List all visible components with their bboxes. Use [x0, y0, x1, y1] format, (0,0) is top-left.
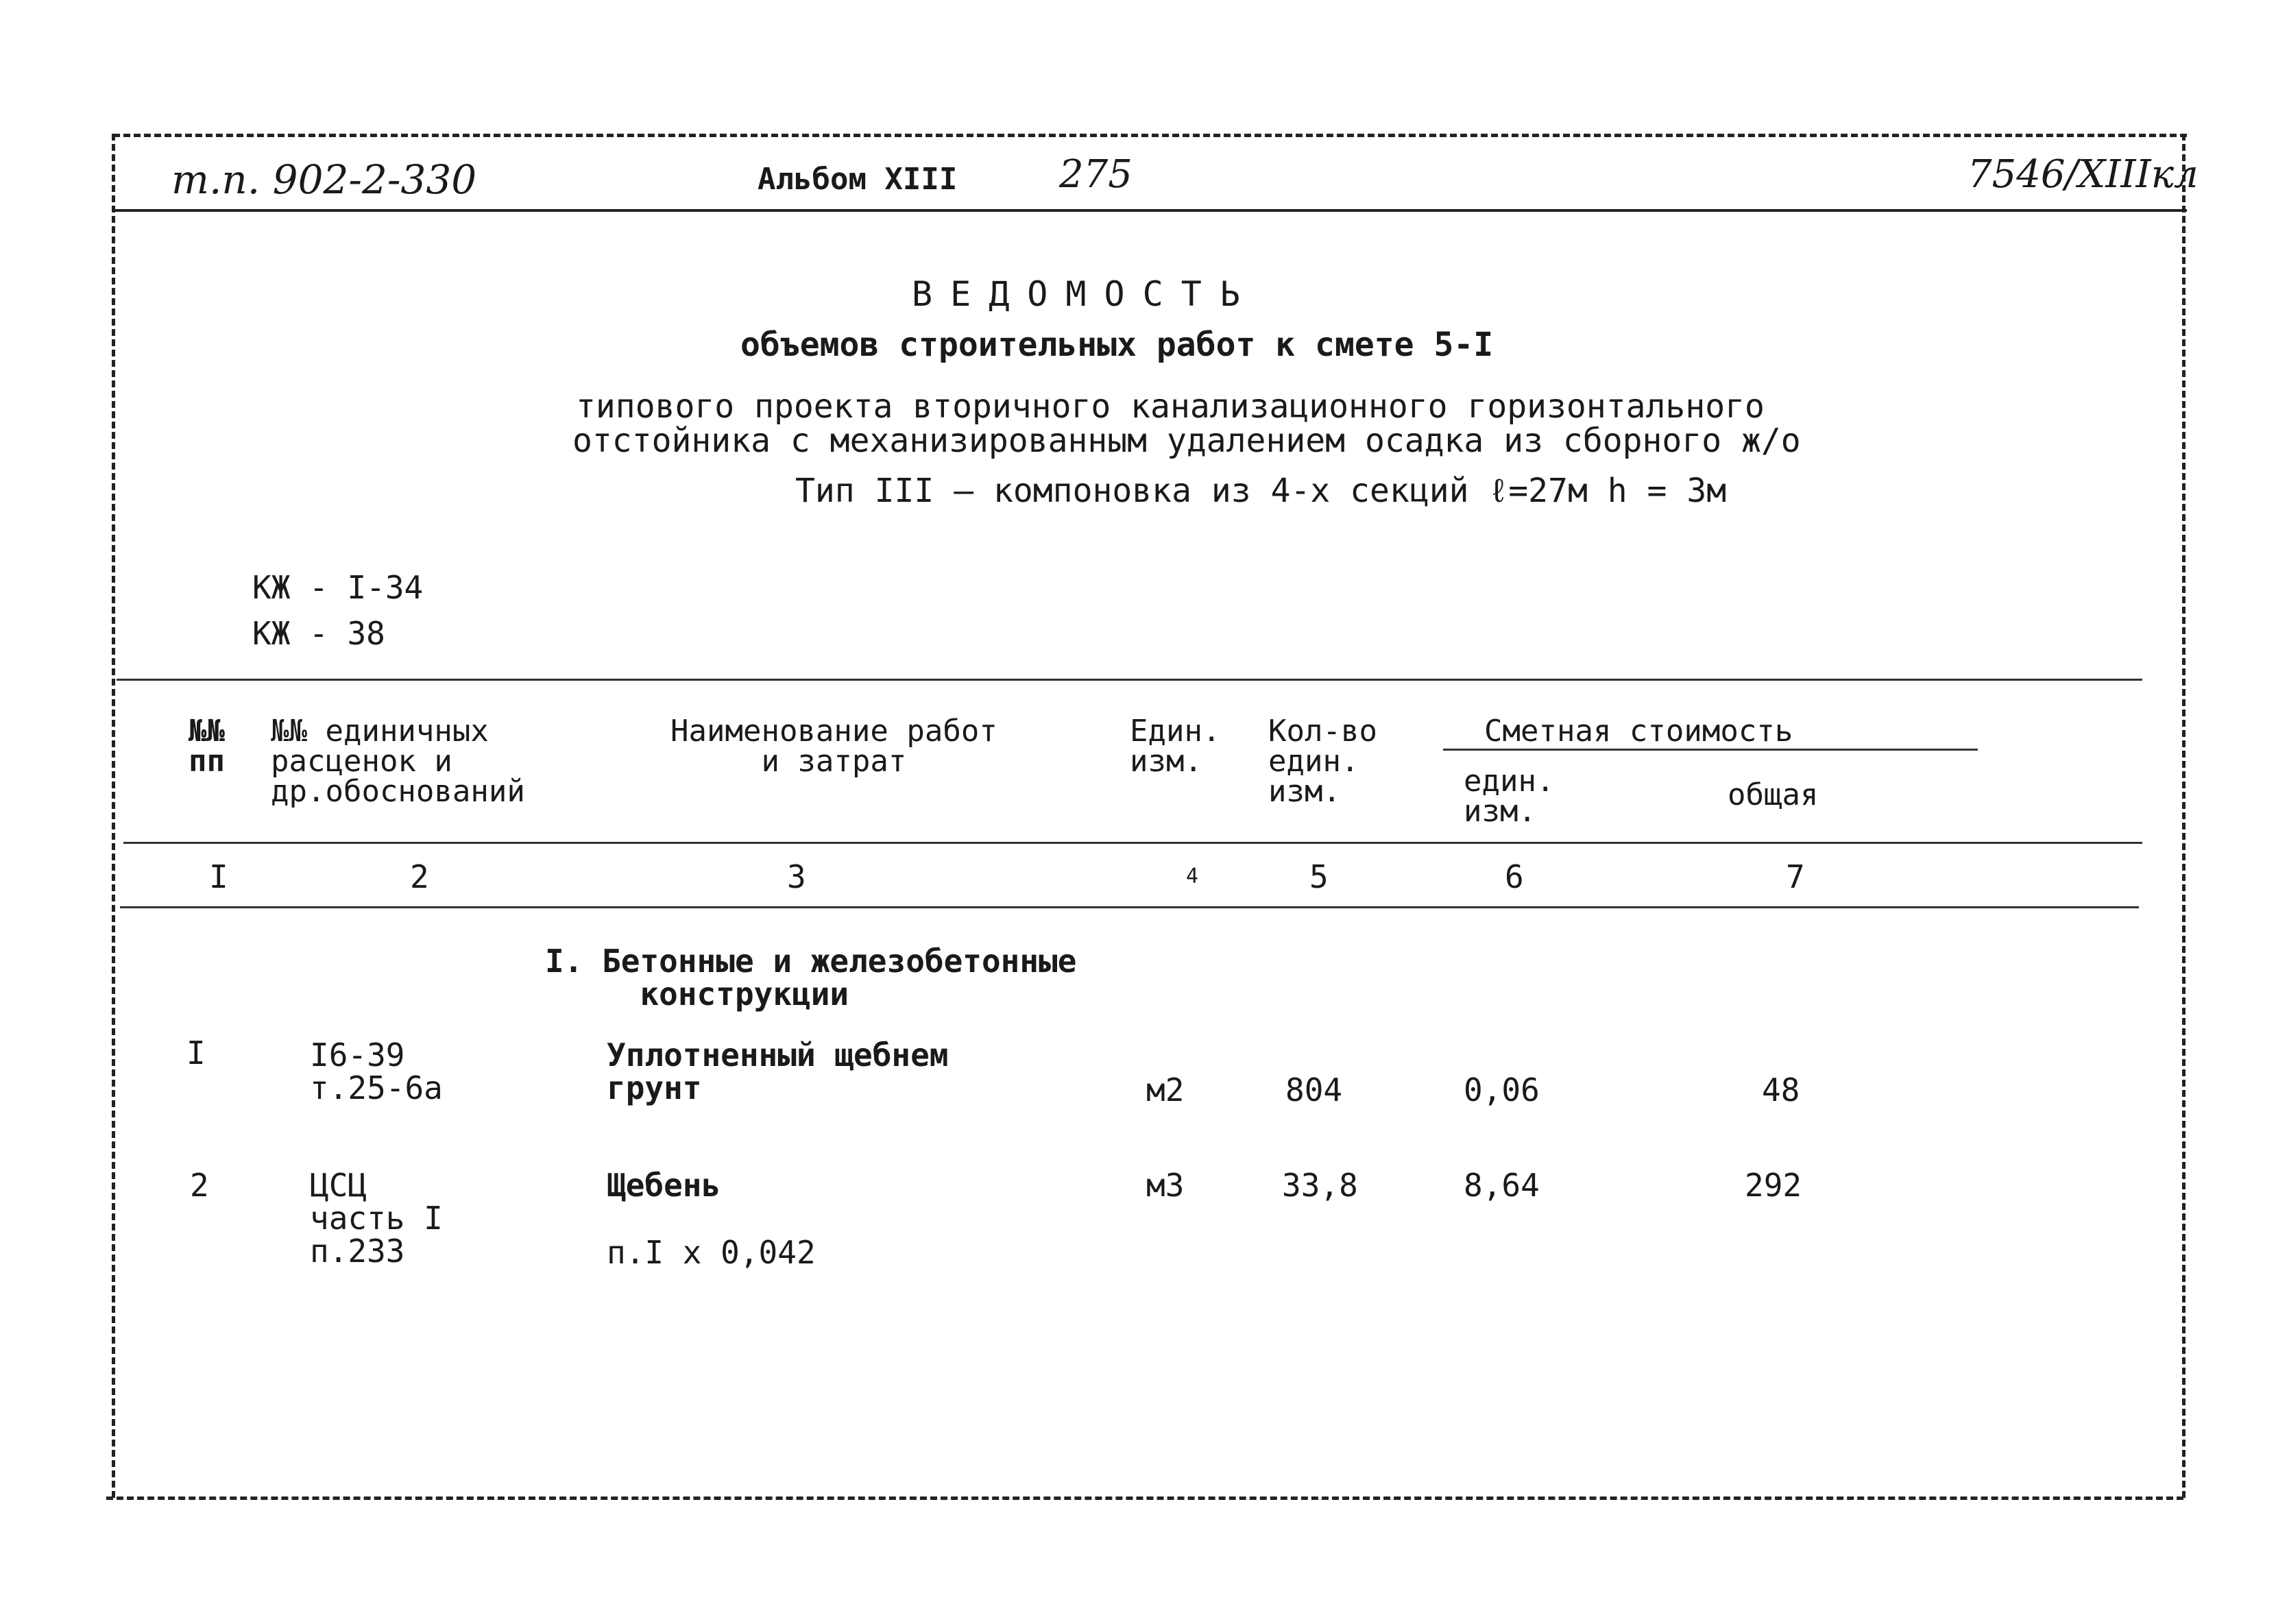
header-bottom-line	[123, 842, 2142, 844]
col-header-quantity: Кол-во един. изм.	[1268, 714, 1377, 809]
archive-code: 7546/XIIIкл	[1968, 152, 2199, 197]
title-description-line1: типового проекта вторичного канализационного горизонтального	[576, 387, 1765, 426]
frame-left-border	[112, 134, 115, 1498]
row-2-reference: ЦСЦ часть I п.233	[310, 1167, 443, 1270]
col-header-unit: Един. изм.	[1130, 714, 1221, 779]
row-1-unit-cost: 0,06	[1464, 1071, 1540, 1108]
column-number-4: 4	[1186, 864, 1199, 888]
row-1-total: 48	[1762, 1071, 1800, 1108]
row-1-quantity: 804	[1285, 1071, 1343, 1108]
row-2-number: 2	[190, 1167, 209, 1204]
row-2-quantity: 33,8	[1282, 1167, 1358, 1204]
col-header-work-name: Наименование работ и затрат	[670, 714, 997, 779]
row-2-unit-cost: 8,64	[1464, 1167, 1540, 1204]
row-2-work-name: Щебень	[607, 1167, 721, 1204]
column-number-3: 3	[787, 858, 806, 895]
row-2-note: п.I х 0,042	[607, 1234, 816, 1271]
album-label: Альбом XIII	[758, 162, 958, 197]
col-header-reference: №№ единичных расценок и др.обоснований	[271, 714, 525, 809]
title-description-line3: Тип III – компоновка из 4-х секций ℓ=27м h = 3м	[795, 472, 1727, 510]
frame-top-border	[113, 134, 2187, 137]
page-number: 275	[1059, 152, 1133, 197]
cost-group-underline	[1443, 749, 1978, 751]
section-title: I. Бетонные и железобетонные конструкции	[545, 943, 1077, 1013]
column-number-1: I	[209, 858, 228, 895]
header-separator	[113, 209, 2187, 212]
document-title: ВЕДОМОСТЬ	[912, 274, 1258, 314]
row-1-work-name: Уплотненный щебнем грунт	[607, 1037, 949, 1106]
table-top-line	[117, 679, 2142, 681]
row-1-number: I	[186, 1034, 206, 1071]
col-header-total: общая	[1728, 777, 1819, 812]
project-code: т.п. 902-2-330	[171, 156, 477, 203]
column-numbers-bottom-line	[120, 906, 2139, 908]
title-description-line2: отстойника с механизированным удалением осадка из сборного ж/о	[572, 422, 1801, 460]
column-number-6: 6	[1505, 858, 1524, 895]
column-number-2: 2	[410, 858, 429, 895]
row-1-unit: м2	[1146, 1071, 1185, 1108]
row-1-reference: I6-39 т.25-6а	[310, 1037, 443, 1106]
col-header-cost-group: Сметная стоимость	[1484, 714, 1793, 749]
col-header-unit-cost: един. изм.	[1464, 764, 1555, 829]
col-header-number: №№ пп	[189, 714, 225, 779]
row-2-unit: м3	[1146, 1167, 1185, 1204]
frame-bottom-border	[106, 1496, 2183, 1500]
drawing-reference-2: КЖ - 38	[252, 615, 385, 652]
column-number-7: 7	[1786, 858, 1805, 895]
title-subtitle: объемов строительных работ к смете 5-I	[740, 326, 1494, 364]
frame-right-border	[2182, 134, 2186, 1498]
row-2-total: 292	[1745, 1167, 1802, 1204]
drawing-reference-1: КЖ - I-34	[252, 569, 424, 606]
column-number-5: 5	[1309, 858, 1329, 895]
